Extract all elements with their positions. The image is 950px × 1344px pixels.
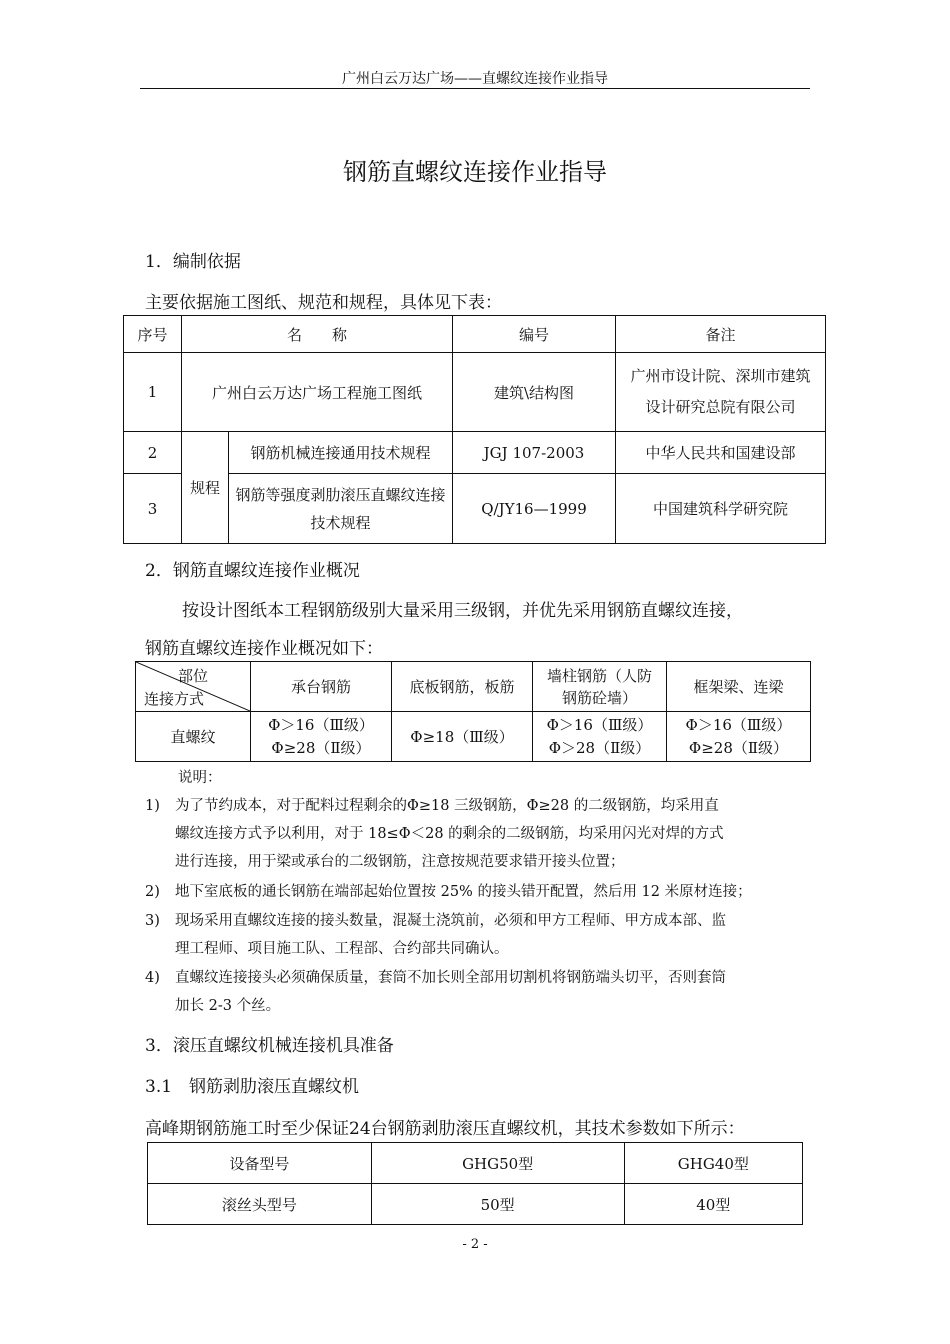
note-number: 3): [145, 913, 160, 929]
row-name: 广州白云万达广场工程施工图纸: [182, 353, 453, 432]
cell-line: Φ＞16（Ⅲ级）: [685, 715, 792, 734]
row-remark: [616, 353, 826, 432]
corner-top-label: 部位: [178, 667, 209, 685]
row-number: 1: [124, 353, 182, 432]
column-header: 底板钢筋，板筋: [392, 662, 533, 712]
column-header: [533, 662, 667, 712]
table-row: [148, 1184, 803, 1225]
note-line: 地下室底板的通长钢筋在端部起始位置按 25% 的接头错开配置，然后用 12 米原材连接；: [175, 884, 752, 900]
note-item: [175, 792, 815, 876]
note-number: 2): [145, 884, 160, 900]
note-line: 现场采用直螺纹连接的接头数量，混凝土浇筑前，必须和甲方工程师、甲方成本部、监: [175, 913, 726, 929]
column-header-line: 钢筋砼墙）: [561, 688, 637, 707]
param-label: 设备型号: [148, 1143, 372, 1184]
basis-table: [123, 315, 826, 544]
header-cell: 备注: [616, 316, 826, 353]
name-line: 技术规程: [310, 513, 371, 532]
document-title: 钢筋直螺纹连接作业指导: [343, 158, 607, 186]
table-row: [124, 432, 826, 474]
row-remark: 中华人民共和国建设部: [616, 432, 826, 474]
table-row: [136, 712, 811, 762]
table-cell: Φ≥18（Ⅲ级）: [392, 712, 533, 762]
row-remark: 中国建筑科学研究院: [616, 474, 826, 544]
page-number: - 2 -: [462, 1237, 488, 1252]
table-cell: [666, 712, 810, 762]
table-header-row: [124, 316, 826, 353]
column-header: 承台钢筋: [250, 662, 391, 712]
header-rule: [140, 88, 810, 89]
note-line: 进行连接，用于梁或承台的二级钢筋，注意按规范要求错开接头位置；: [175, 854, 625, 870]
remark-line: 设计研究总院有限公司: [645, 398, 796, 416]
cell-line: Φ＞16（Ⅲ级）: [268, 715, 374, 734]
section1-heading: 1．编制依据: [145, 252, 241, 272]
cell-line: Φ≥28（Ⅱ级）: [271, 738, 371, 757]
header-cell: 序号: [124, 316, 182, 353]
row-code: 建筑\结构图: [453, 353, 616, 432]
param-value: 40型: [624, 1184, 802, 1225]
corner-bottom-label: 连接方式: [144, 690, 205, 708]
cell-line: Φ≥28（Ⅱ级）: [688, 738, 789, 757]
note-number: 1): [145, 798, 160, 814]
row-code: Q/JY16—1999: [453, 474, 616, 544]
table-header-row: [136, 662, 811, 712]
param-label: 滚丝头型号: [148, 1184, 372, 1225]
row-code: JGJ 107-2003: [453, 432, 616, 474]
name-line: 钢筋等强度剥肋滚压直螺纹连接: [235, 485, 446, 504]
header-cell: 编号: [453, 316, 616, 353]
group-label: 规程: [182, 432, 229, 544]
note-line: 加长 2-3 个丝。: [175, 998, 281, 1014]
notes-title: 说明：: [178, 770, 222, 786]
section2-para-line2: 钢筋直螺纹连接作业概况如下：: [145, 639, 383, 659]
row-name: [229, 474, 453, 544]
param-value: GHG50型: [371, 1143, 624, 1184]
overview-table: [135, 661, 811, 762]
machine-params-table: [147, 1142, 803, 1225]
cell-line: Φ＞16（Ⅲ级）: [546, 715, 653, 734]
section1-intro: 主要依据施工图纸、规范和规程，具体见下表：: [145, 293, 502, 313]
row-label: 直螺纹: [136, 712, 251, 762]
section2-para-line1: 按设计图纸本工程钢筋级别大量采用三级钢，并优先采用钢筋直螺纹连接，: [182, 601, 743, 621]
running-header: 广州白云万达广场——直螺纹连接作业指导: [342, 71, 608, 87]
row-number: 3: [124, 474, 182, 544]
column-header-line: 墙柱钢筋（人防: [546, 666, 652, 685]
cell-line: Φ＞28（Ⅱ级）: [548, 738, 651, 757]
header-cell: 名 称: [182, 316, 453, 353]
note-item: [175, 964, 815, 1020]
row-name: 钢筋机械连接通用技术规程: [229, 432, 453, 474]
note-line: 理工程师、项目施工队、工程部、合约部共同确认。: [175, 941, 509, 957]
note-line: 直螺纹连接接头必须确保质量，套筒不加长则全部用切割机将钢筋端头切平，否则套筒: [175, 970, 726, 986]
table-row: [124, 474, 826, 544]
table-cell: [250, 712, 391, 762]
corner-cell: [136, 662, 251, 712]
note-line: 为了节约成本，对于配料过程剩余的Φ≥18 三级钢筋，Φ≥28 的二级钢筋，均采用直: [175, 798, 719, 814]
row-number: 2: [124, 432, 182, 474]
param-value: GHG40型: [624, 1143, 802, 1184]
column-header: 框架梁、连梁: [666, 662, 810, 712]
table-row: [124, 353, 826, 432]
section2-heading: 2．钢筋直螺纹连接作业概况: [145, 561, 360, 581]
section3-subheading: 3.1 钢筋剥肋滚压直螺纹机: [145, 1077, 360, 1097]
table-row: [148, 1143, 803, 1184]
note-item: [175, 907, 815, 963]
section3-para: 高峰期钢筋施工时至少保证24台钢筋剥肋滚压直螺纹机，其技术参数如下所示：: [145, 1119, 745, 1139]
note-item: [175, 878, 815, 906]
note-number: 4): [145, 970, 160, 986]
section3-heading: 3．滚压直螺纹机械连接机具准备: [145, 1036, 394, 1056]
param-value: 50型: [371, 1184, 624, 1225]
remark-line: 广州市设计院、深圳市建筑: [630, 367, 811, 385]
note-line: 螺纹连接方式予以利用，对于 18≤Φ＜28 的剩余的二级钢筋，均采用闪光对焊的方式: [175, 826, 724, 842]
table-cell: [533, 712, 667, 762]
